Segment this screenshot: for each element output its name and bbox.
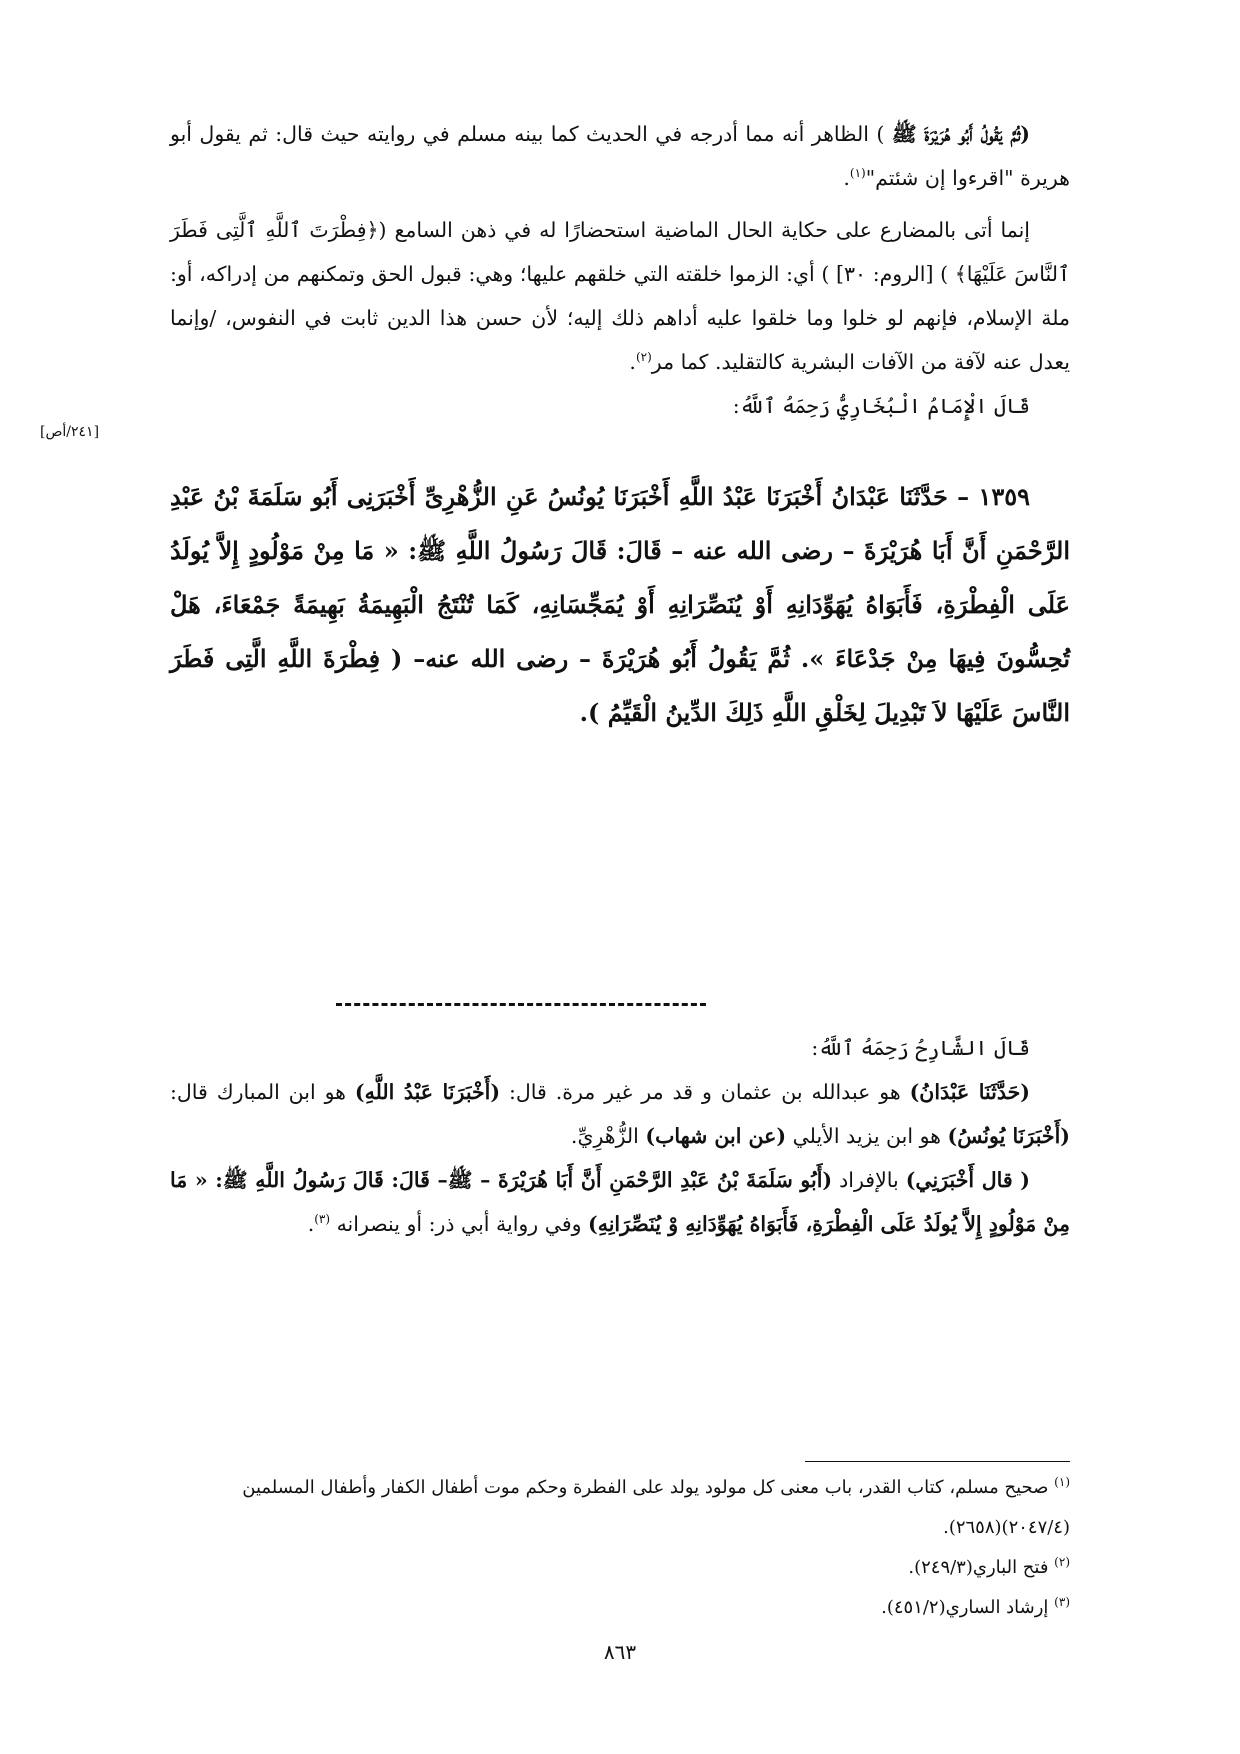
top-section: [170, 112, 1070, 428]
paragraph-2-text: إنما أتى بالمضارع على حكاية الحال الماضية استحضارًا له في ذهن السامع (﴿فِطْرَتَ ٱللَّهِ ٱلَّتِى فَطَرَ ٱلنَّاسَ عَلَيْهَا﴾ ) [الروم: ٣٠] ) أي: الزموا خلقته التي خلقهم عليها؛ وهي: قبول الحق وتمكنهم من إدراكه، أو: ملة الإسلام، فإنهم لو خلوا وما خلقوا عليه أداهم ذلك إليه؛ لأن حسن هذا الدين ثابت في النفوس، /وإنما يعدل عنه لآفة من الآفات البشرية كالتقليد. كما مر: [170, 218, 1070, 374]
footnotes: [170, 1468, 1070, 1628]
footnote-number: (١): [1054, 1475, 1070, 1489]
commentary-quote-3: (أَخْبَرَنَا يُونُسُ): [947, 1124, 1070, 1148]
footnote-ref-3: (٣): [314, 1212, 331, 1227]
footnote-text: صحيح مسلم، كتاب القدر، باب معنى كل مولود يولد على الفطرة وحكم موت أطفال الكفار وأطفال المسلمين (٢٠٤٧/٤)(٢٦٥٨).: [242, 1477, 1070, 1538]
commentary-quote-5: ( قال أَخْبَرَنِي): [905, 1168, 1030, 1192]
commentary-quote-6: (أَبُو سَلَمَةَ بْنُ عَبْدِ الرَّحْمَنِ أَنَّ أَبَا هُرَيْرَةَ – ﷺ– قَالَ: قَالَ رَسُولُ اللَّهِ ﷺ: « مَا مِنْ مَوْلُودٍ إِلاَّ يُولَدُ عَلَى الْفِطْرَةِ، فَأَبَوَاهُ يُهَوِّدَانِهِ وْ يُنَصِّرَانِهِ): [170, 1168, 1070, 1236]
commentary-quote-1: (حَدَّثَنَا عَبْدَانُ): [909, 1080, 1031, 1104]
commentary-paragraph-2: [170, 1158, 1070, 1246]
commentary-text: .: [307, 1212, 315, 1236]
page-number: ٨٦٣: [603, 1640, 637, 1664]
commentary-quote-4: (عن ابن شهاب): [645, 1124, 787, 1148]
footnote-1: [170, 1468, 1070, 1548]
hadith-number: ١٣٥٩: [978, 482, 1031, 511]
imam-line: قَالَ الْإِمَامُ الْبُخَارِيُّ رَحِمَهُ ٱللَّهُ:: [732, 394, 1030, 418]
margin-note: [٢٤١/أص]: [40, 424, 100, 440]
footnote-ref-1: (١): [849, 166, 866, 181]
sharih-line: قَالَ الشَّارِحُ رَحِمَهُ ٱللَّهُ:: [811, 1036, 1030, 1060]
commentary-quote-2: (أَخْبَرَنَا عَبْدُ اللَّهِ): [354, 1080, 501, 1104]
hadith-text: [170, 470, 1070, 740]
commentary-paragraph-1: [170, 1070, 1070, 1158]
commentary-text: وفي رواية أبي ذر: أو ينصرانه: [330, 1212, 589, 1236]
hadith-body: – حَدَّثَنَا عَبْدَانُ أَخْبَرَنَا عَبْدُ اللَّهِ أَخْبَرَنَا يُونُسُ عَنِ الزُّهْرِىِّ أَخْبَرَنِى أَبُو سَلَمَةَ بْنُ عَبْدِ الرَّحْمَنِ أَنَّ أَبَا هُرَيْرَةَ – رضى الله عنه – قَالَ: قَالَ رَسُولُ اللَّهِ ﷺ: « مَا مِنْ مَوْلُودٍ إِلاَّ يُولَدُ عَلَى الْفِطْرَةِ، فَأَبَوَاهُ يُهَوِّدَانِهِ أَوْ يُنَصِّرَانِهِ أَوْ يُمَجِّسَانِهِ، كَمَا تُنْتَجُ الْبَهِيمَةُ بَهِيمَةً جَمْعَاءَ، هَلْ تُحِسُّونَ فِيهَا مِنْ جَدْعَاءَ ». ثُمَّ يَقُولُ أَبُو هُرَيْرَةَ – رضى الله عنه– ( فِطْرَةَ اللَّهِ الَّتِى فَطَرَ النَّاسَ عَلَيْهَا لاَ تَبْدِيلَ لِخَلْقِ اللَّهِ ذَلِكَ الدِّينُ الْقَيِّمُ ).: [170, 482, 1070, 727]
quoted-phrase: (ثُمَّ يَقُولُ أَبُو هُرَيْرَةَ ﷺ: [891, 122, 1030, 146]
footnote-text: فتح الباري(٢٤٩/٣).: [908, 1557, 1055, 1578]
commentary-text: هو عبدالله بن عثمان و قد مر غير مرة. قال:: [500, 1080, 910, 1104]
footnote-separator: [805, 1461, 1070, 1462]
footnote-2: [170, 1548, 1070, 1588]
commentary-section: [170, 1026, 1070, 1246]
footnote-number: (٢): [1054, 1555, 1070, 1569]
commentary-text: هو ابن يزيد الأيلي: [786, 1124, 948, 1148]
footnote-ref-2: (٢): [635, 350, 652, 365]
paragraph-1-text: ) الظاهر أنه مما أدرجه في الحديث كما بينه مسلم في روايته حيث قال: ثم يقول أبو هريرة "اقرءوا إن شئتم": [170, 122, 1070, 190]
paragraph-1: (ثُمَّ يَقُولُ أَبُو هُرَيْرَةَ ﷺ ) الظاهر أنه مما أدرجه في الحديث كما بينه مسلم في روايته حيث قال: ثم يقول أبو هريرة "اقرءوا إن شئتم"$^{(١)}$.: [170, 122, 1070, 190]
footnote-number: (٣): [1054, 1595, 1070, 1609]
commentary-text: هو ابن المبارك قال:: [170, 1080, 355, 1104]
section-divider: [336, 1003, 706, 1006]
hadith-block: [170, 470, 1070, 740]
commentary-text: بالإفراد: [832, 1168, 906, 1192]
commentary-text: الزُّهْرِيِّ.: [570, 1124, 646, 1148]
paragraph-2: إنما أتى بالمضارع على حكاية الحال الماضية استحضارًا له في ذهن السامع (﴿فِطْرَتَ ٱللَّهِ ٱلَّتِى فَطَرَ ٱلنَّاسَ عَلَيْهَا﴾ ) [الروم: ٣٠] ) أي: الزموا خلقته التي خلقهم عليها؛ وهي: قبول الحق وتمكنهم من إدراكه، أو: ملة الإسلام، فإنهم لو خلوا وما خلقوا عليه أداهم ذلك إليه؛ لأن حسن هذا الدين ثابت في النفوس، /وإنما يعدل عنه لآفة من الآفات البشرية كالتقليد. كما مر$^{(٢)}$.: [170, 218, 1070, 374]
footnote-text: إرشاد الساري(٤٥١/٢).: [881, 1597, 1055, 1618]
footnote-3: [170, 1588, 1070, 1628]
